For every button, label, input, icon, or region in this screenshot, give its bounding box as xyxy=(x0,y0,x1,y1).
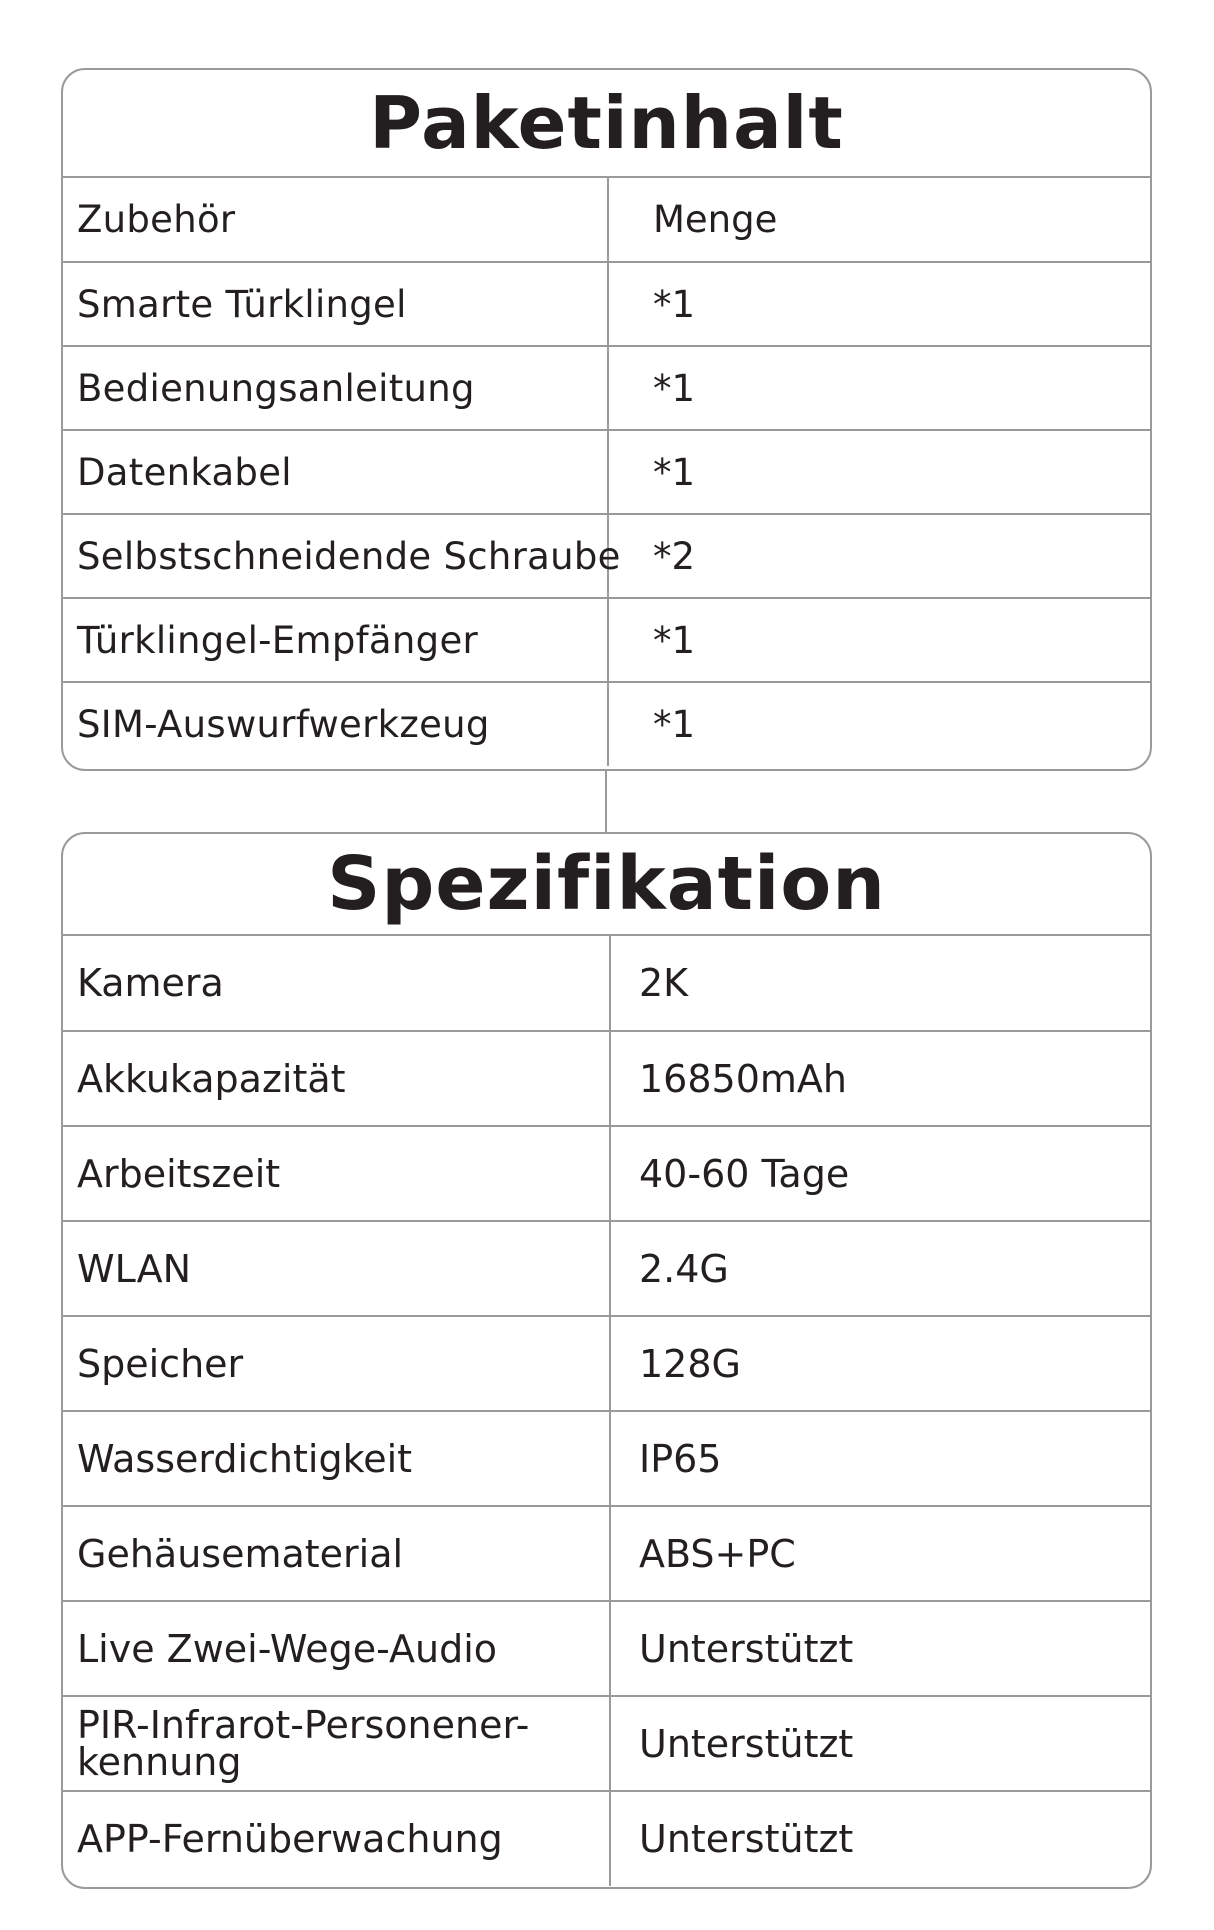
spec-label: WLAN xyxy=(63,1221,610,1316)
item-quantity: *2 xyxy=(608,514,1150,598)
spec-label: Wasserdichtigkeit xyxy=(63,1411,610,1506)
spec-label: PIR-Infrarot-Personener-kennung xyxy=(63,1696,610,1791)
table-row xyxy=(63,1126,1150,1221)
spec-value: 128G xyxy=(610,1316,1150,1411)
spec-label: Live Zwei-Wege-Audio xyxy=(63,1601,610,1696)
item-name: Selbstschneidende Schraube xyxy=(63,514,608,598)
spec-label: Speicher xyxy=(63,1316,610,1411)
column-header-item: Zubehör xyxy=(63,178,608,262)
item-quantity: *1 xyxy=(608,682,1150,766)
item-name: Smarte Türklingel xyxy=(63,262,608,346)
package-contents-title: Paketinhalt xyxy=(63,70,1150,178)
table-row xyxy=(63,1791,1150,1886)
table-row xyxy=(63,598,1150,682)
item-quantity: *1 xyxy=(608,346,1150,430)
spec-label: APP-Fernüberwachung xyxy=(63,1791,610,1886)
spec-value: 40-60 Tage xyxy=(610,1126,1150,1221)
specification-card xyxy=(61,832,1152,1889)
table-row xyxy=(63,1411,1150,1506)
table-row xyxy=(63,1316,1150,1411)
spec-value: IP65 xyxy=(610,1411,1150,1506)
spec-value: Unterstützt xyxy=(610,1696,1150,1791)
table-row xyxy=(63,430,1150,514)
item-quantity: *1 xyxy=(608,262,1150,346)
spec-value: Unterstützt xyxy=(610,1601,1150,1696)
package-contents-card xyxy=(61,68,1152,771)
spec-value: ABS+PC xyxy=(610,1506,1150,1601)
item-name: Datenkabel xyxy=(63,430,608,514)
table-row xyxy=(63,346,1150,430)
table-row xyxy=(63,1696,1150,1791)
spec-value: 2K xyxy=(639,961,689,1005)
item-quantity: *1 xyxy=(608,430,1150,514)
item-quantity: *1 xyxy=(608,598,1150,682)
spec-label: Gehäusematerial xyxy=(63,1506,610,1601)
item-name: SIM-Auswurfwerkzeug xyxy=(63,682,608,766)
spec-value: 2.4G xyxy=(610,1221,1150,1316)
table-row xyxy=(63,682,1150,766)
spec-label: Akkukapazität xyxy=(63,1031,610,1126)
divider-line xyxy=(605,770,607,833)
table-row xyxy=(63,1506,1150,1601)
specification-title: Spezifikation xyxy=(63,834,1150,936)
table-row xyxy=(63,1031,1150,1126)
item-name: Bedienungsanleitung xyxy=(63,346,608,430)
table-header-row xyxy=(63,178,1150,262)
table-row xyxy=(63,1221,1150,1316)
table-row xyxy=(63,262,1150,346)
spec-label: Arbeitszeit xyxy=(63,1126,610,1221)
spec-label: Kamera xyxy=(63,936,610,1031)
specification-table xyxy=(63,936,1150,1886)
spec-value: Unterstützt xyxy=(610,1791,1150,1886)
spec-value: 16850mAh xyxy=(610,1031,1150,1126)
item-name: Türklingel-Empfänger xyxy=(63,598,608,682)
package-contents-table xyxy=(63,178,1150,766)
table-row xyxy=(63,936,1150,1031)
table-row xyxy=(63,514,1150,598)
column-header-qty: Menge xyxy=(653,198,778,241)
table-row xyxy=(63,1601,1150,1696)
